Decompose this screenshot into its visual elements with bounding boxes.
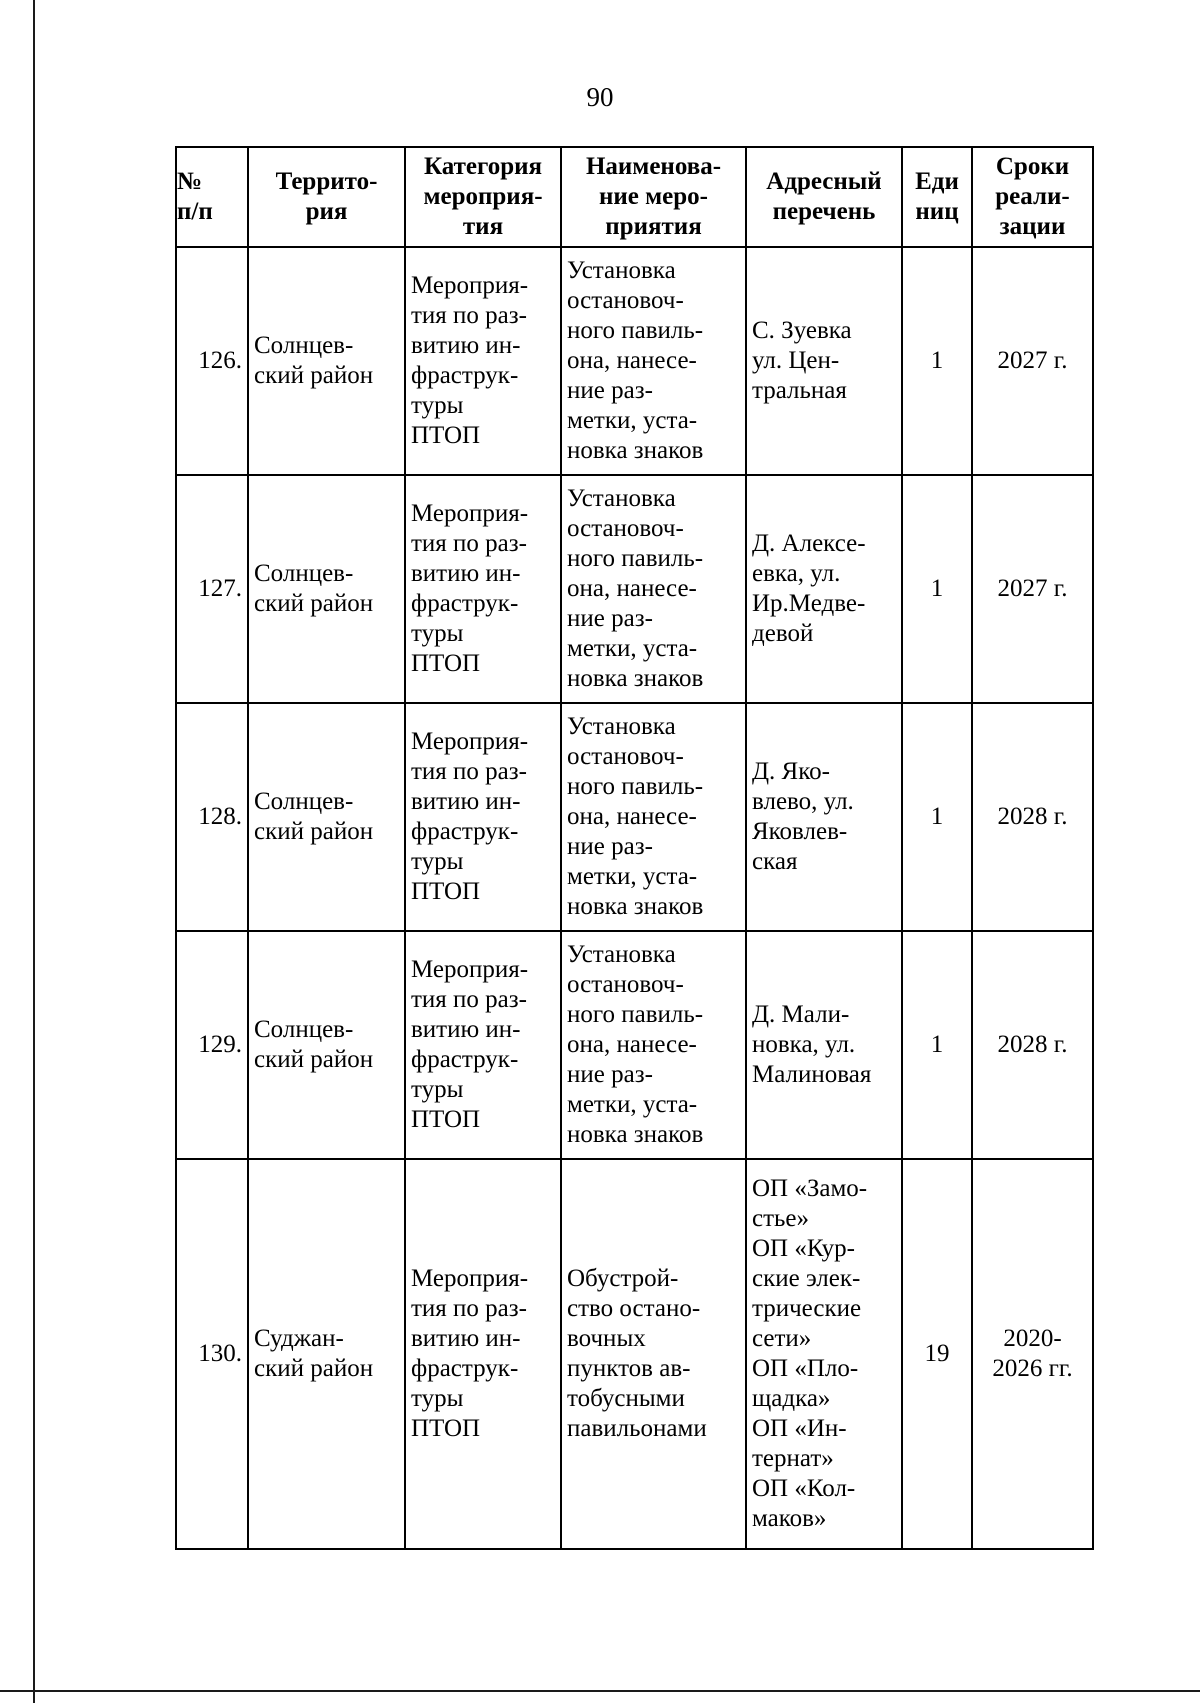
cell-num: 126.	[176, 247, 248, 475]
cell-num: 128.	[176, 703, 248, 931]
header-territory: Террито- рия	[248, 147, 405, 247]
header-category: Категория мероприя- тия	[405, 147, 561, 247]
cell-category: Мероприя- тия по раз- витию ин- фраструк- туры ПТОП	[405, 247, 561, 475]
cell-territory: Солнцев- ский район	[248, 247, 405, 475]
cell-address: Д. Мали- новка, ул. Малиновая	[746, 931, 902, 1159]
cell-num: 127.	[176, 475, 248, 703]
cell-address: С. Зуевка ул. Цен- тральная	[746, 247, 902, 475]
table-row	[176, 475, 1093, 703]
table-header-row	[176, 147, 1093, 247]
measures-table	[175, 146, 1094, 1550]
table-row	[176, 703, 1093, 931]
cell-units: 1	[902, 931, 972, 1159]
scan-bottom-edge-line	[0, 1690, 1200, 1692]
cell-name: Установка остановоч- ного павиль- она, нанесе- ние раз- метки, уста- новка знаков	[561, 247, 746, 475]
cell-name: Установка остановоч- ного павиль- она, нанесе- ние раз- метки, уста- новка знаков	[561, 475, 746, 703]
cell-units: 1	[902, 247, 972, 475]
cell-territory: Суджан- ский район	[248, 1159, 405, 1549]
cell-name: Установка остановоч- ного павиль- она, нанесе- ние раз- метки, уста- новка знаков	[561, 703, 746, 931]
cell-period: 2027 г.	[972, 247, 1093, 475]
cell-territory: Солнцев- ский район	[248, 703, 405, 931]
cell-address: Д. Алексе- евка, ул. Ир.Медве- девой	[746, 475, 902, 703]
cell-address: Д. Яко- влево, ул. Яковлев- ская	[746, 703, 902, 931]
header-num: № п/п	[176, 147, 248, 247]
cell-territory: Солнцев- ский район	[248, 475, 405, 703]
cell-period: 2028 г.	[972, 931, 1093, 1159]
cell-num: 129.	[176, 931, 248, 1159]
cell-category: Мероприя- тия по раз- витию ин- фраструк- туры ПТОП	[405, 475, 561, 703]
table-row	[176, 931, 1093, 1159]
table-row	[176, 1159, 1093, 1549]
cell-address: ОП «Замо- стье» ОП «Кур- ские элек- трические сети» ОП «Пло- щадка» ОП «Ин- тернат» ОП «Кол- маков»	[746, 1159, 902, 1549]
cell-period: 2020- 2026 гг.	[972, 1159, 1093, 1549]
cell-category: Мероприя- тия по раз- витию ин- фраструк- туры ПТОП	[405, 1159, 561, 1549]
scan-left-edge-line	[33, 0, 35, 1703]
cell-period: 2027 г.	[972, 475, 1093, 703]
header-name: Наименова- ние меро- приятия	[561, 147, 746, 247]
page-number: 90	[586, 82, 614, 112]
cell-num: 130.	[176, 1159, 248, 1549]
header-address: Адресный перечень	[746, 147, 902, 247]
cell-period: 2028 г.	[972, 703, 1093, 931]
cell-category: Мероприя- тия по раз- витию ин- фраструк- туры ПТОП	[405, 931, 561, 1159]
cell-category: Мероприя- тия по раз- витию ин- фраструк- туры ПТОП	[405, 703, 561, 931]
cell-name: Установка остановоч- ного павиль- она, нанесе- ние раз- метки, уста- новка знаков	[561, 931, 746, 1159]
table-row	[176, 247, 1093, 475]
header-units: Еди ниц	[902, 147, 972, 247]
cell-units: 1	[902, 475, 972, 703]
cell-name: Обустрой- ство остано- вочных пунктов ав- тобусными павильонами	[561, 1159, 746, 1549]
cell-territory: Солнцев- ский район	[248, 931, 405, 1159]
header-period: Сроки реали- зации	[972, 147, 1093, 247]
cell-units: 1	[902, 703, 972, 931]
cell-units: 19	[902, 1159, 972, 1549]
